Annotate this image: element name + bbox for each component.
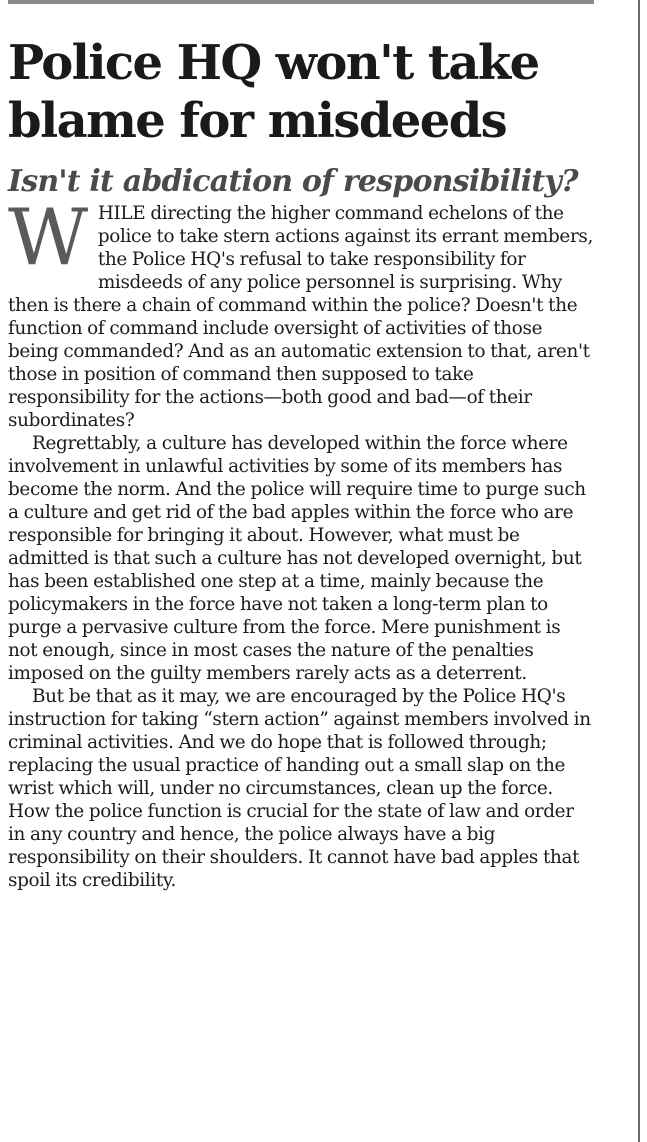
subheadline: Isn't it abdication of responsibility? — [8, 164, 578, 199]
headline-line-2: blame for misdeeds — [8, 93, 507, 149]
paragraph-3: But be that as it may, we are encouraged by the Police HQ's instruction for taking “stern action” against members involved in criminal activities. And we do hope that is followed through; replacing the usual practice of handing out a small slap on the wrist which will, under no circumstances, clean up the force. How the police function is crucial for the state of law and order in any country and hence, the police always have a big responsibility on their shoulders. It cannot have bad apples that spoil its credibility. — [8, 686, 591, 891]
top-rule — [8, 0, 594, 4]
headline — [8, 34, 594, 150]
column-divider — [638, 0, 640, 1142]
article-body — [8, 193, 594, 892]
paragraph-2: Regrettably, a culture has developed within the force where involvement in unlawful activities by some of its members has become the norm. And the police will require time to purge such a culture and get rid of the bad apples within the force who are responsible for bringing it about. However, what must be admitted is that such a culture has not developed overnight, but has been established one step at a time, mainly because the policymakers in the force have not taken a long-term plan to purge a pervasive culture from the force. Mere punishment is not enough, since in most cases the nature of the penalties imposed on the guilty members rarely acts as a deterrent. — [8, 433, 586, 684]
paragraph-1-text: HILE directing the higher command echelons of the police to take stern actions against its errant members, the Police HQ's refusal to take responsibility for misdeeds of any police personnel is surprising. Why then is there a chain of command within the police? Doesn't the function of command include oversight of activities of those being commanded? And as an automatic extension to that, aren't those in position of command then supposed to take responsibility for the actions—both good and bad—of their subordinates? — [8, 203, 593, 431]
drop-cap: W — [8, 193, 88, 283]
headline-line-1: Police HQ won't take — [8, 35, 539, 91]
editorial-article — [8, 34, 594, 892]
paragraph-1 — [8, 193, 594, 432]
